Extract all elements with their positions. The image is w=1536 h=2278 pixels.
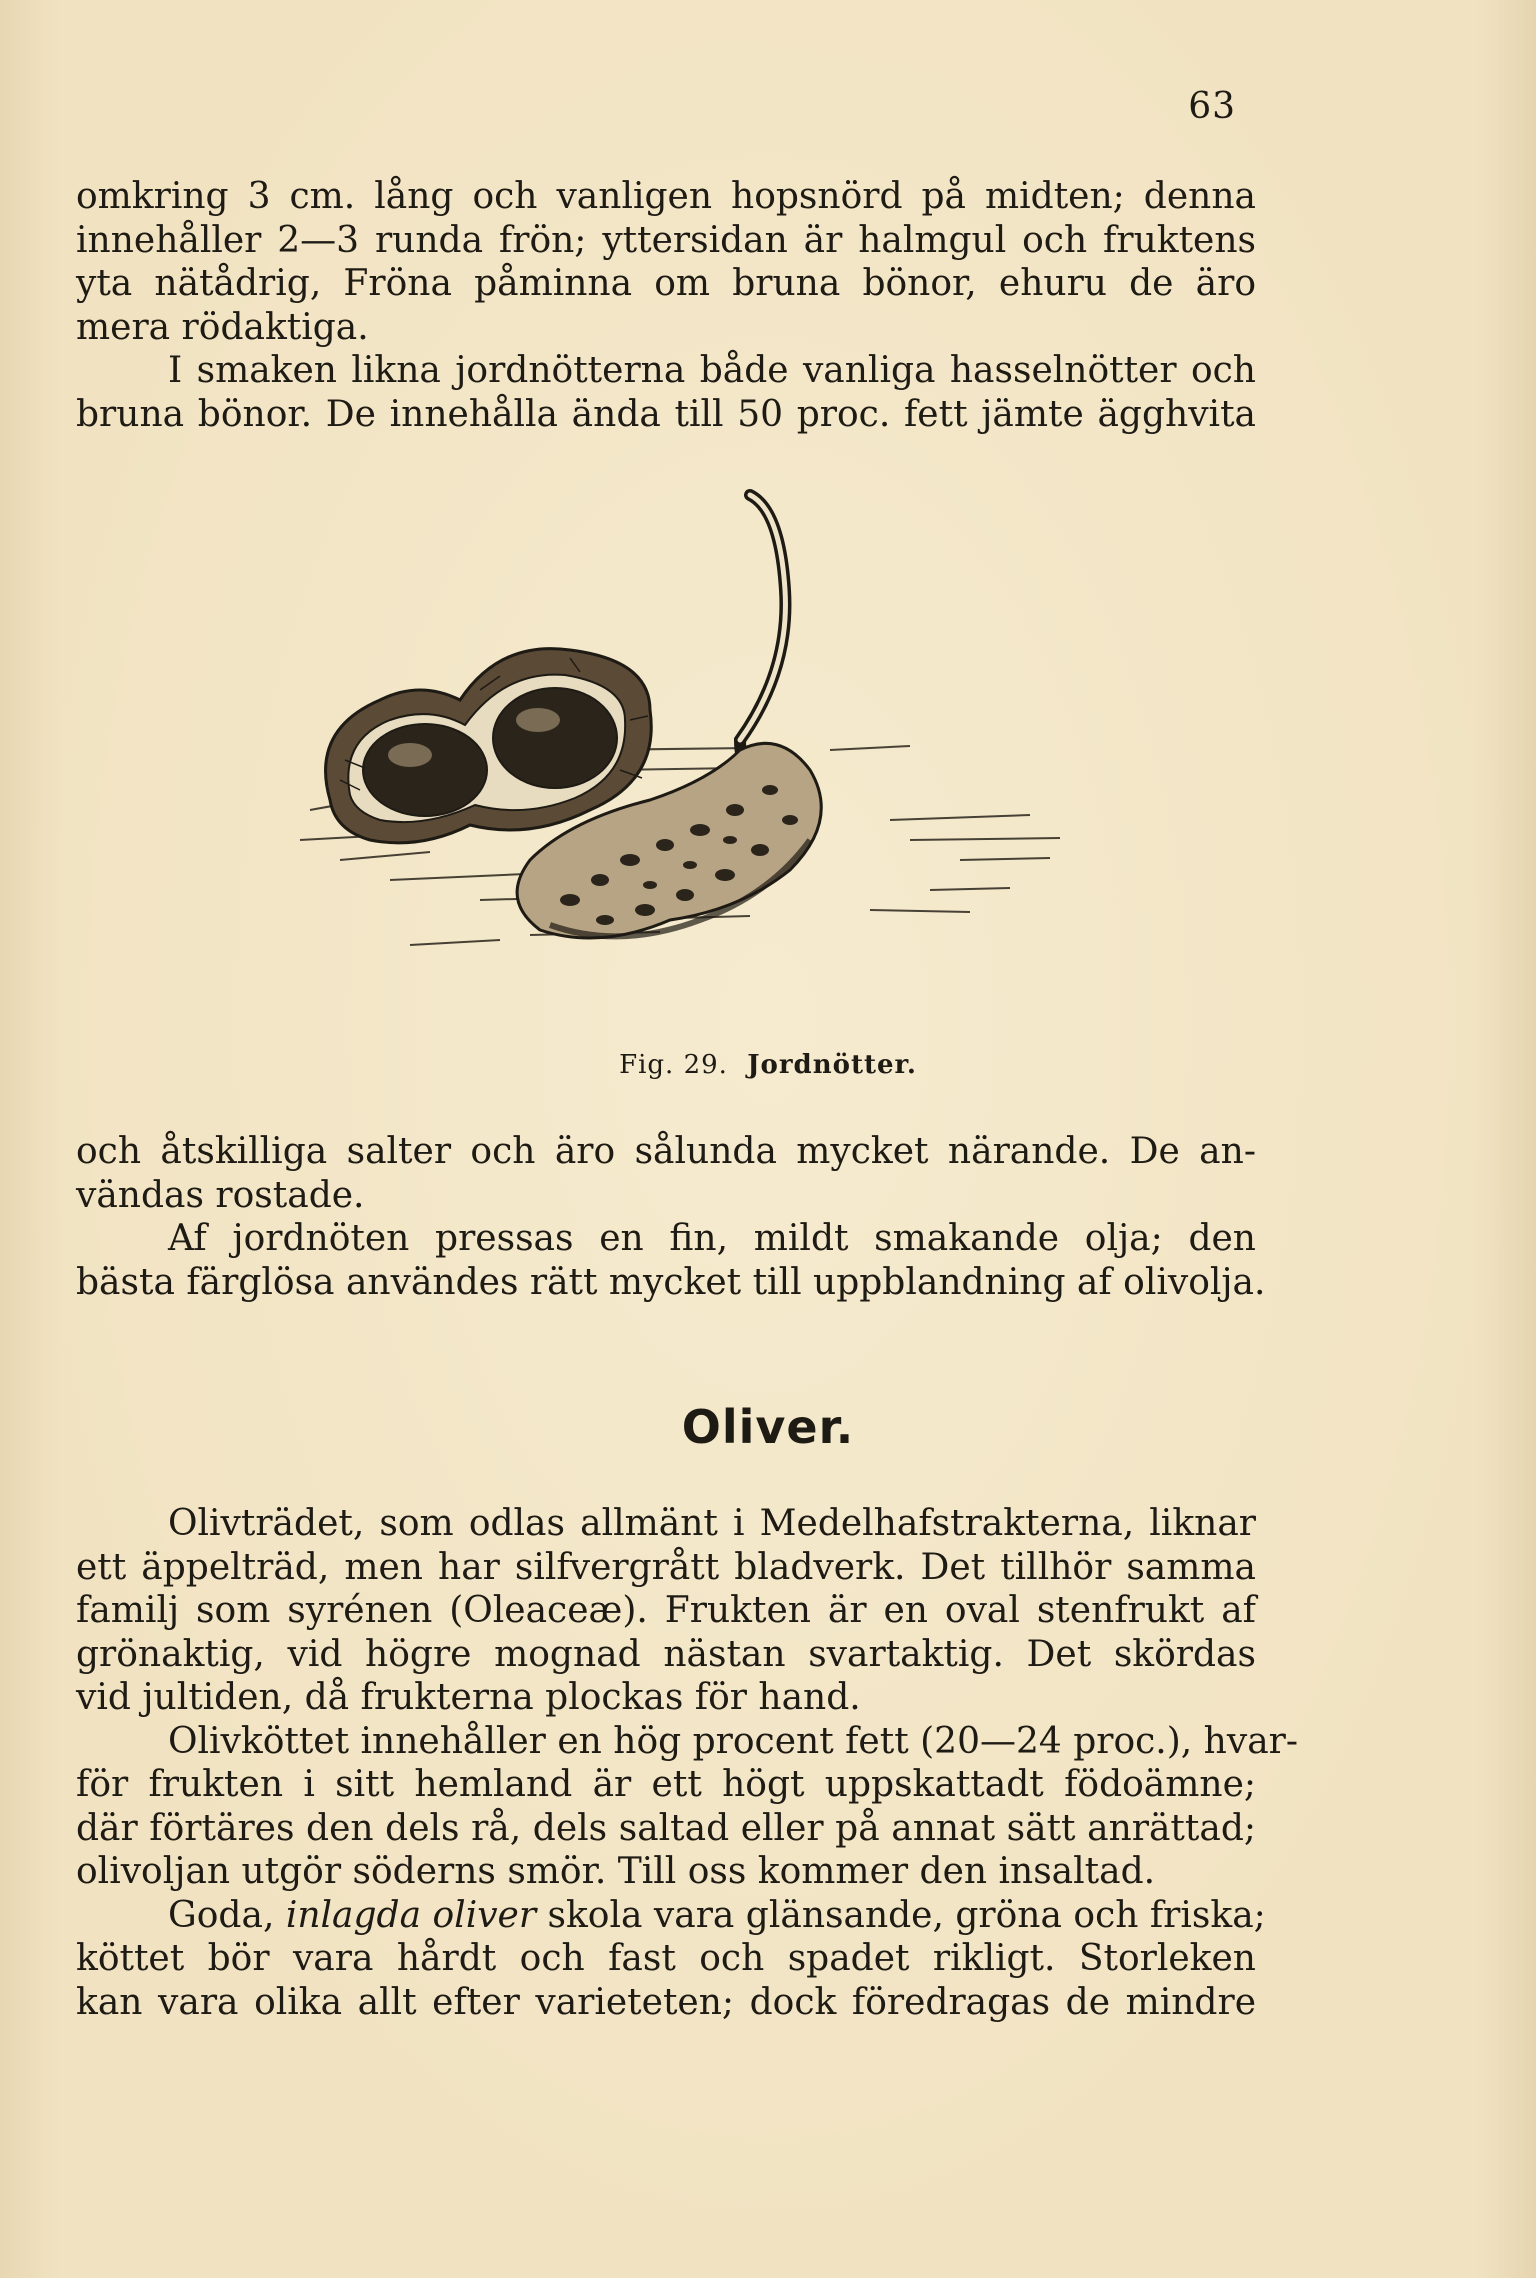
text-line: familj som syrénen (Oleaceæ). Frukten är en oval stenfrukt af — [76, 1590, 1256, 1631]
text-line: bästa färglösa användes rätt mycket till uppblandning af olivolja. — [76, 1261, 1266, 1303]
text-run: Goda, — [168, 1894, 286, 1936]
text-line: vändas rostade. — [76, 1174, 365, 1216]
figure-label: Fig. 29. — [619, 1050, 728, 1080]
text-line: olivoljan utgör söderns smör. Till oss kommer den insaltad. — [76, 1851, 1156, 1892]
paragraph-olives — [76, 1502, 1299, 2024]
italic-phrase: inlagda oliver — [285, 1894, 537, 1936]
text-line: grönaktig, vid högre mognad nästan svartaktig. Det skördas — [76, 1633, 1256, 1675]
peanut-illustration — [270, 480, 1110, 1020]
text-line: där förtäres den dels rå, dels saltad eller på annat sätt anrättad; — [76, 1807, 1256, 1849]
text-line: köttet bör vara hårdt och fast och spadet rikligt. Storleken — [76, 1938, 1256, 1979]
text-line: Olivköttet innehåller en hög procent fett (20—24 proc.), hvar- — [168, 1720, 1299, 1762]
text-line: för frukten i sitt hemland är ett högt uppskattadt födoämne; — [76, 1764, 1256, 1805]
text-line: innehåller 2—3 runda frön; yttersidan är halmgul och fruktens — [76, 219, 1256, 261]
text-line: ett äppelträd, men har silfvergrått bladverk. Det tillhör samma — [76, 1546, 1256, 1588]
text-line: vid jultiden, då frukterna plockas för hand. — [76, 1677, 861, 1718]
text-line: yta nätådrig, Fröna påminna om bruna bönor, ehuru de äro — [76, 263, 1256, 304]
text-line: och åtskilliga salter och äro sålunda mycket närande. De an- — [76, 1131, 1256, 1172]
text-line: omkring 3 cm. lång och vanligen hopsnörd på midten; denna — [76, 176, 1256, 217]
page-number: 63 — [1188, 86, 1236, 127]
figure-title: Jordnötter. — [747, 1050, 917, 1080]
text-line: mera rödaktiga. — [76, 306, 369, 348]
text-line: bruna bönor. De innehålla ända till 50 proc. fett jämte ägghvita — [76, 393, 1256, 435]
text-run: skola vara glänsande, gröna och friska; — [536, 1894, 1266, 1936]
section-heading: Oliver. — [681, 1400, 855, 1454]
paragraph-peanut-description — [76, 175, 1256, 436]
text-line: kan vara olika allt efter varieteten; dock föredragas de mindre — [76, 1981, 1256, 2023]
text-line: I smaken likna jordnötterna både vanliga hasselnötter och — [168, 350, 1256, 391]
figure-caption — [0, 1050, 1536, 1080]
text-line — [76, 1894, 1266, 1938]
text-line: Olivträdet, som odlas allmänt i Medelhafstrakterna, liknar — [168, 1503, 1256, 1544]
paragraph-peanut-oil — [76, 1130, 1266, 1304]
text-line: Af jordnöten pressas en fin, mildt smakande olja; den — [168, 1218, 1256, 1259]
